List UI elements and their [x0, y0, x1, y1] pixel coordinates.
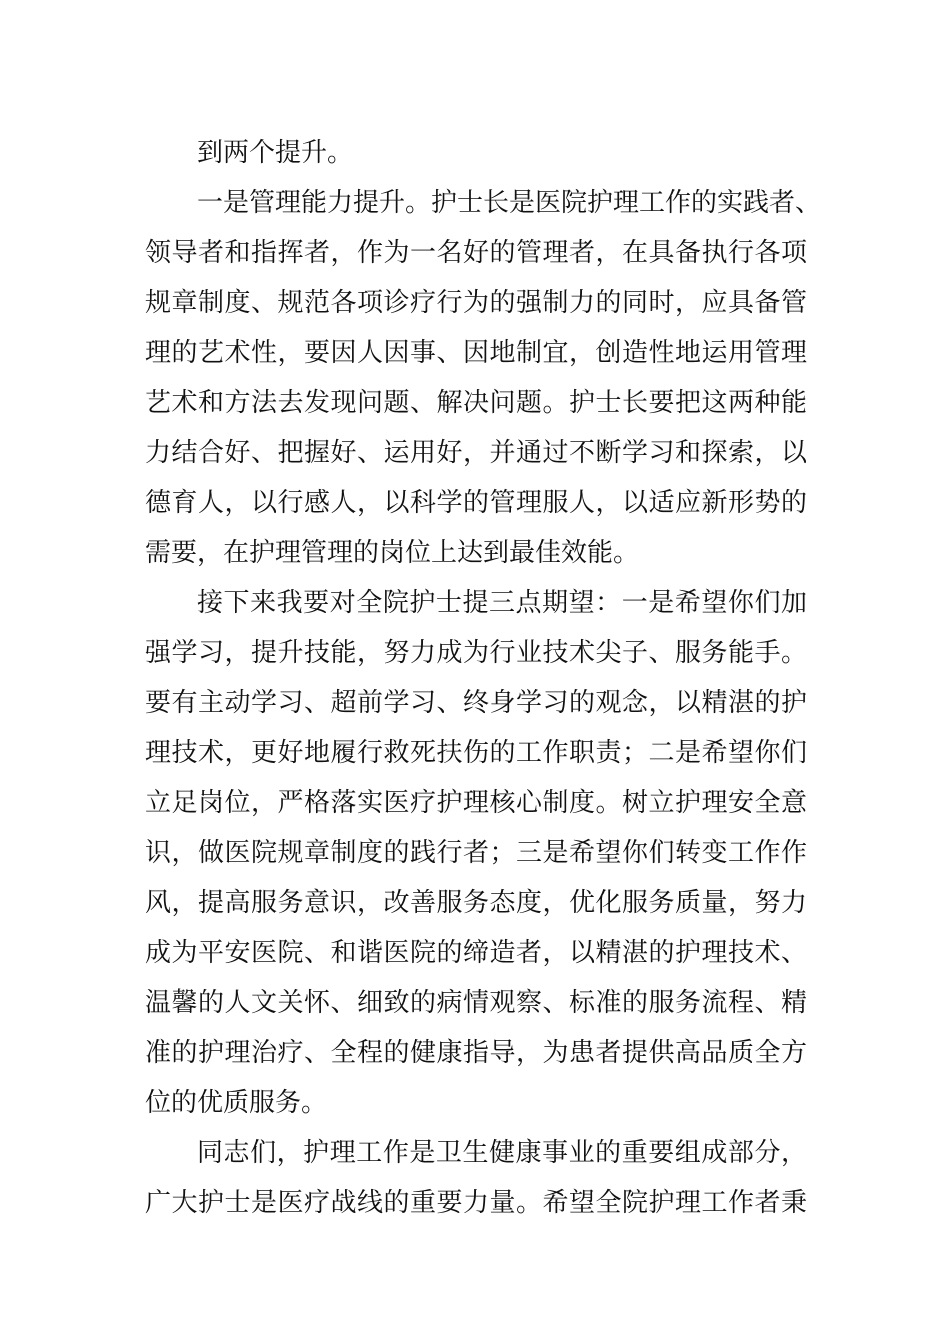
- paragraph-line: 风，提高服务意识，改善服务态度，优化服务质量，努力: [145, 888, 807, 918]
- paragraph-line: 规章制度、规范各项诊疗行为的强制力的同时，应具备管: [145, 288, 807, 318]
- paragraph-line: 接下来我要对全院护士提三点期望：一是希望你们加: [197, 588, 807, 618]
- paragraph-line: 准的护理治疗、全程的健康指导，为患者提供高品质全方: [145, 1038, 807, 1068]
- paragraph-line: 成为平安医院、和谐医院的缔造者，以精湛的护理技术、: [145, 938, 807, 968]
- paragraph-line: 理的艺术性，要因人因事、因地制宜，创造性地运用管理: [145, 338, 807, 368]
- document-body: [145, 128, 822, 1228]
- paragraph-line: 力结合好、把握好、运用好，并通过不断学习和探索，以: [145, 438, 807, 468]
- paragraph-line: 温馨的人文关怀、细致的病情观察、标准的服务流程、精: [145, 988, 807, 1018]
- paragraph-line: 德育人，以行感人，以科学的管理服人，以适应新形势的: [145, 488, 807, 518]
- paragraph-line: 需要，在护理管理的岗位上达到最佳效能。: [145, 538, 640, 568]
- paragraph-line: 识，做医院规章制度的践行者；三是希望你们转变工作作: [145, 838, 807, 868]
- paragraph-line: 到两个提升。: [197, 138, 354, 168]
- paragraph-line: 要有主动学习、超前学习、终身学习的观念，以精湛的护: [145, 688, 807, 718]
- paragraph-line: 领导者和指挥者，作为一名好的管理者，在具备执行各项: [145, 238, 807, 268]
- paragraph-line: 艺术和方法去发现问题、解决问题。护士长要把这两种能: [145, 388, 807, 418]
- paragraph-line: 广大护士是医疗战线的重要力量。希望全院护理工作者秉: [145, 1188, 807, 1218]
- paragraph-line: 立足岗位，严格落实医疗护理核心制度。树立护理安全意: [145, 788, 807, 818]
- paragraph-line: 强学习，提升技能，努力成为行业技术尖子、服务能手。: [145, 638, 807, 668]
- paragraph-line: 理技术，更好地履行救死扶伤的工作职责；二是希望你们: [145, 738, 807, 768]
- paragraph-line: 位的优质服务。: [145, 1088, 328, 1118]
- paragraph-line: 同志们，护理工作是卫生健康事业的重要组成部分，: [197, 1138, 807, 1168]
- paragraph-line: 一是管理能力提升。护士长是医院护理工作的实践者、: [197, 188, 822, 218]
